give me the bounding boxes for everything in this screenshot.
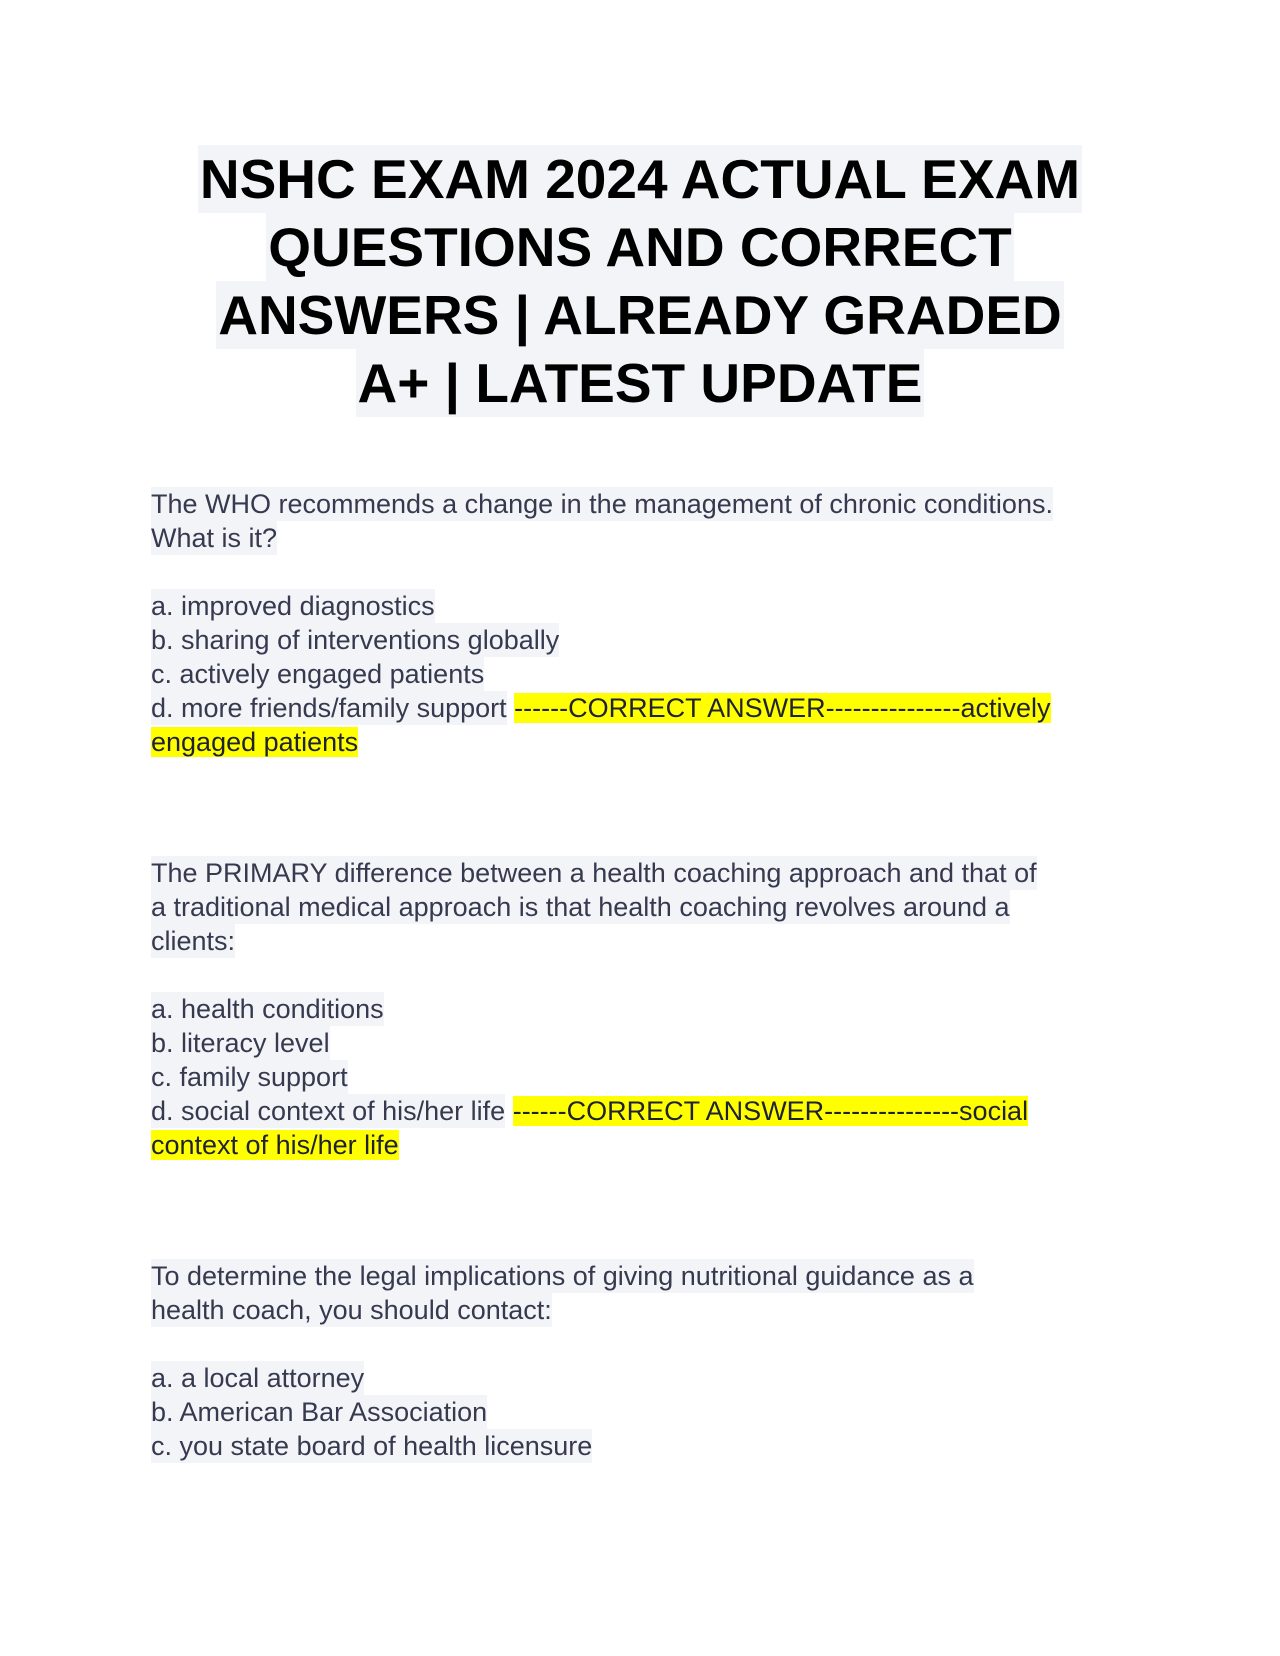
question-stem-line: What is it? bbox=[151, 523, 278, 553]
option-a: a. health conditions bbox=[151, 994, 384, 1024]
option-b: b. American Bar Association bbox=[151, 1397, 488, 1427]
question-stem-line: health coach, you should contact: bbox=[151, 1295, 552, 1325]
correct-answer-text: context of his/her life bbox=[151, 1130, 399, 1160]
correct-answer-marker: ------CORRECT ANSWER---------------social bbox=[512, 1096, 1029, 1126]
correct-answer-marker: ------CORRECT ANSWER---------------actively bbox=[514, 693, 1051, 723]
option-b: b. sharing of interventions globally bbox=[151, 625, 560, 655]
option-a: a. improved diagnostics bbox=[151, 591, 435, 621]
question-stem-line: a traditional medical approach is that health coaching revolves around a bbox=[151, 892, 1010, 922]
option-c: c. actively engaged patients bbox=[151, 659, 485, 689]
question-stem-line: The PRIMARY difference between a health coaching approach and that of bbox=[151, 858, 1037, 888]
option-b: b. literacy level bbox=[151, 1028, 330, 1058]
title-line: ANSWERS | ALREADY GRADED bbox=[216, 281, 1064, 349]
title-line: NSHC EXAM 2024 ACTUAL EXAM bbox=[198, 145, 1082, 213]
option-a: a. a local attorney bbox=[151, 1363, 365, 1393]
option-c: c. family support bbox=[151, 1062, 348, 1092]
option-d: d. social context of his/her life bbox=[151, 1096, 506, 1126]
title-line: QUESTIONS AND CORRECT bbox=[266, 213, 1014, 281]
question-stem-line: To determine the legal implications of giving nutritional guidance as a bbox=[151, 1261, 974, 1291]
question-stem-line: The WHO recommends a change in the management of chronic conditions. bbox=[151, 489, 1053, 519]
option-d: d. more friends/family support bbox=[151, 693, 507, 723]
document-title bbox=[120, 145, 1160, 417]
question-stem-line: clients: bbox=[151, 926, 236, 956]
question-2 bbox=[151, 856, 1151, 1162]
question-3 bbox=[151, 1259, 1151, 1463]
correct-answer-text: engaged patients bbox=[151, 727, 359, 757]
option-c: c. you state board of health licensure bbox=[151, 1431, 593, 1461]
title-line: A+ | LATEST UPDATE bbox=[356, 349, 925, 417]
question-1 bbox=[151, 487, 1151, 759]
